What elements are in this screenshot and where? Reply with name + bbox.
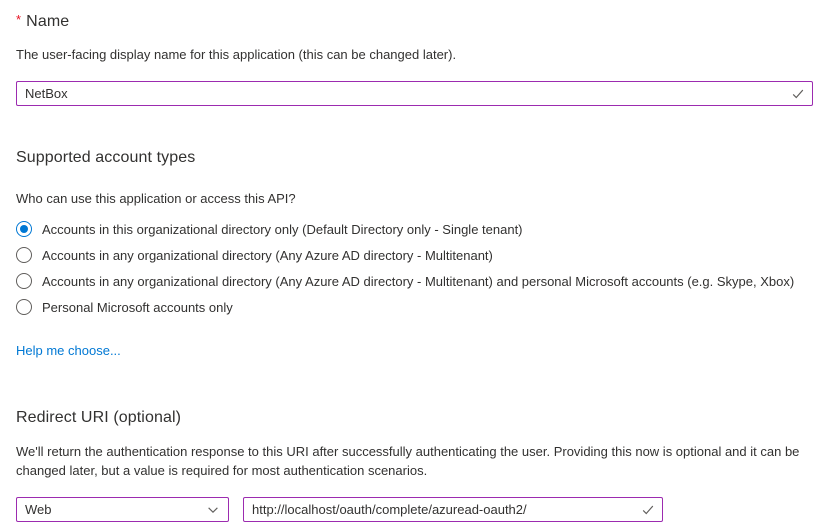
chevron-down-icon [206,503,220,517]
required-asterisk: * [16,12,22,27]
name-title-text: Name [26,13,70,30]
platform-select[interactable] [16,497,229,522]
name-input-wrap [16,81,813,106]
radio-label: Accounts in this organizational directory only (Default Directory only - Single tenant) [42,221,523,237]
name-description: The user-facing display name for this application (this can be changed later). [16,47,457,62]
account-types-question: Who can use this application or access this API? [16,191,296,206]
radio-label: Accounts in any organizational directory (Any Azure AD directory - Multitenant) [42,247,493,263]
help-me-choose-link[interactable]: Help me choose... [16,343,121,358]
radio-button-icon [16,247,32,263]
redirect-uri-input-wrap [243,497,663,522]
radio-button-icon [16,299,32,315]
redirect-uri-title: Redirect URI (optional) [16,409,182,426]
name-input[interactable] [16,81,813,106]
radio-multitenant-personal[interactable] [16,273,813,289]
radio-personal-only[interactable] [16,299,813,315]
platform-select-value: Web [25,502,52,517]
redirect-uri-row [16,497,813,522]
radio-label: Accounts in any organizational directory (Any Azure AD directory - Multitenant) and personal Microsoft accounts (e.g. Skype, Xbox) [42,273,795,289]
radio-single-tenant[interactable] [16,221,813,237]
account-types-section [16,149,813,360]
account-types-radio-group [16,221,813,315]
radio-button-icon [16,273,32,289]
radio-button-icon [16,221,32,237]
account-types-title: Supported account types [16,149,196,166]
radio-label: Personal Microsoft accounts only [42,299,233,315]
redirect-uri-description: We'll return the authentication response to this URI after successfully authenticating the user. Providing this now is optional and it can be changed later, but a value is required for most authentication scenarios. [16,444,800,478]
redirect-uri-section [16,409,813,522]
radio-multitenant[interactable] [16,247,813,263]
redirect-uri-input[interactable] [243,497,663,522]
name-section-title [16,12,813,31]
